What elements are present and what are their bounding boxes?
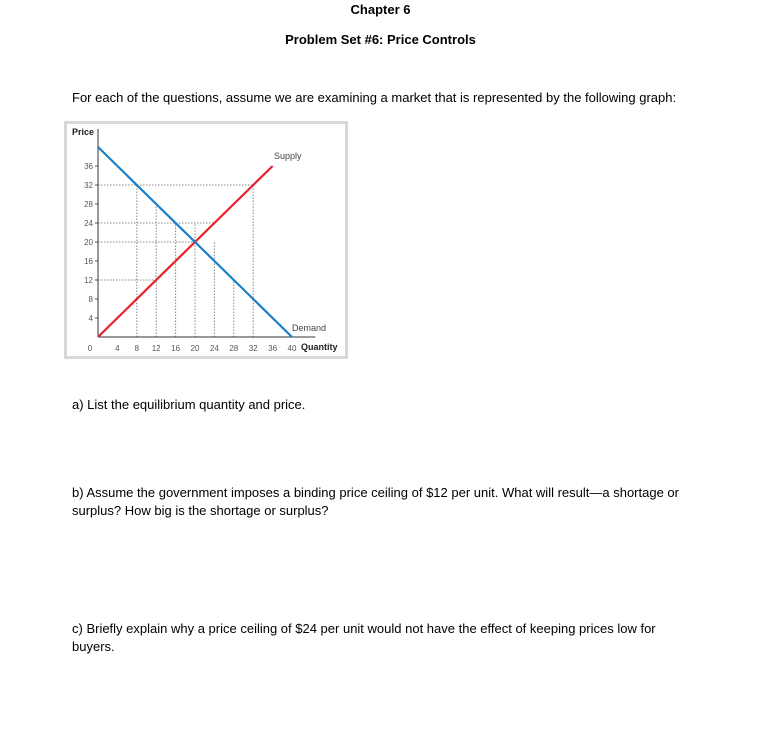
- question-a: a) List the equilibrium quantity and price.: [72, 397, 306, 412]
- x-tick-label: 20: [190, 344, 200, 353]
- y-axis-label: Price: [72, 127, 95, 137]
- question-c: c) Briefly explain why a price ceiling of $24 per unit would not have the effect of keeping prices low for buyers.: [72, 621, 656, 654]
- x-tick-label: 16: [171, 344, 181, 353]
- y-tick-label: 12: [84, 276, 93, 285]
- x-tick-label: 8: [134, 344, 140, 353]
- y-tick-label: 36: [84, 162, 93, 171]
- x-tick-label: 28: [229, 344, 239, 353]
- supply-label: Supply: [274, 151, 302, 161]
- x-tick-label: 32: [248, 344, 258, 353]
- y-tick-label: 32: [84, 181, 93, 190]
- question-b: b) Assume the government imposes a binding price ceiling of $12 per unit. What will result—a shortage or surplus? How big is the shortage or surplus?: [72, 485, 679, 518]
- demand-label: Demand: [292, 323, 327, 333]
- y-tick-label: 16: [84, 257, 93, 266]
- y-tick-label: 4: [88, 314, 93, 323]
- y-tick-label: 28: [84, 200, 93, 209]
- page-title: Problem Set #6: Price Controls: [285, 32, 476, 47]
- x-tick-label: 4: [115, 344, 120, 353]
- y-tick-label: 24: [84, 219, 93, 228]
- x-tick-label: 40: [287, 344, 297, 353]
- chapter-heading: Chapter 6: [350, 2, 411, 17]
- y-tick-label: 8: [88, 295, 93, 304]
- x-tick-label: 0: [87, 344, 93, 353]
- intro-text: For each of the questions, assume we are examining a market that is represented by the following graph:: [72, 90, 677, 105]
- x-tick-label: 12: [151, 344, 161, 353]
- x-axis-label: Quantity: [301, 342, 338, 352]
- y-tick-label: 20: [84, 238, 93, 247]
- x-tick-label: 36: [268, 344, 278, 353]
- supply-demand-chart: [64, 121, 348, 359]
- x-tick-label: 24: [209, 344, 219, 353]
